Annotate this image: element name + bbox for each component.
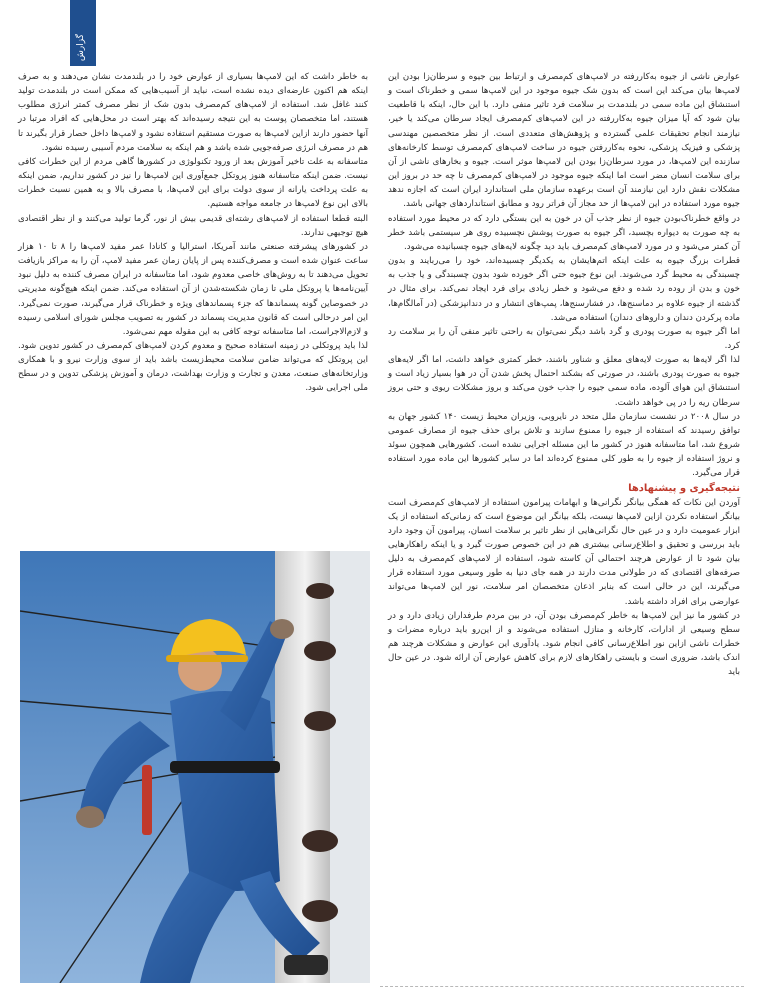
- electrician-illustration: [20, 551, 370, 983]
- paragraph: قطرات بزرگ جیوه به علت اینکه اتم‌هایشان به یکدیگر چسبیده‌اند، خود را می‌ربایند و بدون چسبندگی به محیط گرد می‌شوند. این نوع جیوه حتی اگر خورده شود بدون چسبندگی و یا جذب به خون و بدن از روده رد شده و دفع می‌شود و خطر زیادی برای فرد ایجاد نمی‌کند. برای مثال در گذشته از جیوه علاوه بر دماسنج‌ها، در فشارسنج‌ها، پمپ‌های انتشار و در دندانپزشکی (در آمالگام‌ها، ماده پرکردن دندان و داروهای دندان) استفاده می‌شد.: [388, 256, 740, 323]
- paragraph: آوردن این نکات که همگی بیانگر نگرانی‌ها و ابهامات پیرامون استفاده از لامپ‌های کم‌مصرف است بیانگر استفاده نکردن ازاین لامپ‌ها نیست، بلکه بیانگر این موضوع است که زمانی‌که استفاده از یک ابزار عمومیت دارد و در عین حال نگرانی‌هایی از نظر تاثیر بر سلامت انسان، پیرامون آن وجود دارد باید بررسی و تحقیق و اطلاع‌رسانی بیشتری هم در این خصوص صورت گیرد و یا اینکه راهکارهایی بیان شود تا از عوارض هرچند احتمالی آن کاسته شود، استفاده از لامپ‌های کم‌مصرف به دلیل صرفه‌های اقتصادی که در طولانی مدت دارند در همه جای دنیا به طور وسیعی مورد استفاده قرار می‌گیرند، این در حالی است که بنابر اذعان متخصصان امر سلامت، نور این لامپ‌ها می‌تواند عوارضی برای افراد داشته باشد.: [388, 497, 740, 607]
- paragraph: البته قطعا استفاده از لامپ‌های رشته‌ای قدیمی بیش از نور، گرما تولید می‌کنند و از نظر اقتصادی هیچ توجیهی ندارند.: [18, 213, 368, 238]
- left-column: [18, 70, 368, 396]
- paragraph: عوارض ناشی از جیوه به‌کاررفته در لامپ‌های کم‌مصرف و ارتباط بین جیوه و سرطان‌زا بودن این لامپ‌ها بیان می‌کند این است که بدون شک جیوه موجود در این لامپ‌ها سمی و خطرناک است و استنشاق این ماده سمی در بلندمدت بر سلامت فرد تاثیر منفی دارد. با این حال، اینکه با قاطعیت بیان شود که آیا میزان جیوه به‌کاررفته در این لامپ‌های کم‌مصرف ایجاد سرطان می‌کند یا خیر، نیازمند انجام تحقیقات علمی گسترده و پژوهش‌های متعددی است. از نظر متخصصین مهندسی پزشکی و فیزیک پزشکی، نحوه به‌کاررفتن جیوه در ساخت لامپ‌های کم‌مصرف توسط کارخانه‌های سازنده این لامپ‌ها، در مورد سرطان‌زا بودن این لامپ‌ها موثر است. جیوه و بخارهای ناشی از آن برای سلامت انسان مضر است اما اینکه جیوه موجود در لامپ‌های کم‌مصرف تا چه حد در بروز این مشکلات نقش دارد این نیازمند آن است برعهده سازمان ملی استاندارد ایران است که اجازه ندهد جیوه مورد استفاده در این لامپ‌ها از حد مجاز آن فراتر رود و مطابق استانداردهای جهانی باشد.: [388, 72, 740, 210]
- section-tab-label: گزارش: [76, 34, 86, 62]
- paragraph: اما اگر جیوه به صورت پودری و گرد باشد دیگر نمی‌توان به راحتی تاثیر منفی آن را بر سلامت رد کرد.: [388, 326, 740, 351]
- bottom-divider: [380, 986, 744, 987]
- paragraph: در کشور ما نیز این لامپ‌ها به خاطر کم‌مصرف بودن آن، در بین مردم طرفداران زیادی دارد و در سطح وسیعی از ادارات، کارخانه و منازل استفاده می‌شوند و از این‌رو باید درباره مضرات و خطرات ناشی ازاین نور اطلاع‌رسانی کافی انجام شود. یادآوری این عوارض و مشکلات هرچند هم اندک باشد، ضروری است و بایستی راهکارهای لازم برای کاهش عوارض آن ارائه شود. در عین حال باید: [388, 610, 740, 678]
- paragraph: لذا باید پروتکلی در زمینه استفاده صحیح و معدوم کردن لامپ‌های کم‌مصرف در کشور تدوین شود. این پروتکل که می‌تواند ضامن سلامت محیط‌زیست باشد باید از سوی وزارت نیرو و با همکاری وزارتخانه‌های صنعت، معدن و تجارت و وزارت بهداشت، درمان و آموزش پزشکی تدوین و در سطح ملی اجرایی شود.: [18, 340, 368, 394]
- paragraph: لذا اگر لایه‌ها به صورت لایه‌های معلق و شناور باشند، خطر کمتری خواهد داشت، اما اگر لایه‌های جیوه به صورت پودری باشند، در صورتی که بشکند احتمال پخش شدن آن در هوا بسیار زیاد است و استنشاق این هوای آلوده، ماده سمی جیوه را جذب خون می‌کند و بروز مشکلات ریوی و حتی بروز سرطان ریه را در پی خواهد داشت.: [388, 355, 740, 408]
- right-column: [388, 70, 740, 680]
- electrician-photo: [20, 551, 370, 983]
- paragraph: در کشورهای پیشرفته صنعتی مانند آمریکا، استرالیا و کانادا عمر مفید لامپ‌ها را ۸ تا ۱۰ هزار ساعت عنوان شده است و مصرف‌کننده پس از پایان زمان عمر مفید لامپ، آن را به مراکز بازیافت تحویل می‌دهند تا به روش‌های خاصی معدوم شود، اما متاسفانه در ایران مصرف کننده به دلیل نبود آیین‌نامه‌ها یا پروتکل ملی تا زمان شکسته‌شدن از آن استفاده می‌کند. ضمن اینکه هیچ‌گونه مدیریتی در خصوصاین گونه پسماندها که جزء پسماندهای ویژه و خطرناک قرار می‌گیرند، صورت نمی‌گیرد. این امر درحالی است که قانون مدیریت پسماند در کشور به تصویب مجلس شورای اسلامی رسیده و لازم‌الاجراست، اما متاسفانه توجه کافی به این مقوله مهم نمی‌شود.: [18, 241, 368, 337]
- paragraph: در واقع خطرناک‌بودن جیوه از نظر جذب آن در خون به این بستگی دارد که در محیط مورد استفاده به چه صورت به دیواره بچسبد، اگر جیوه به صورت پوشش نچسبیده روی هر سیستمی باشد خطر آن کمتر می‌شود و در مورد لامپ‌های کم‌مصرف باید دید چگونه لایه‌های جیوه چسبانیده می‌شود.: [388, 213, 740, 252]
- section-tab: [70, 0, 96, 66]
- section-heading: نتیجه‌گیری و پیشنهادها: [628, 482, 740, 494]
- paragraph: به خاطر داشت که این لامپ‌ها بسیاری از عوارض خود را در بلندمدت نشان می‌دهند و به صرف اینکه هم اکنون عارضه‌ای دیده نشده است، نباید از آسیب‌هایی که ممکن است در بلندمدت تولید کنند غافل شد. استفاده از لامپ‌های کم‌مصرف بدون شک از نظر مصرف کمتر انرژی مطلوب هستند، اما متخصصان پوست به این نتیجه رسیده‌اند که بهتر است در محل‌هایی که افراد مرتبا در آنها حضور دارند ازاین لامپ‌ها به صورت مستقیم استفاده نشود و لامپ‌ها داخل حصار قرار بگیرند تا هم در مصرف انرژی صرفه‌جویی شده باشد و هم اینکه به سلامت مردم آسیبی رسیده نشود.: [18, 72, 368, 153]
- paragraph: در سال ۲۰۰۸ در نشست سازمان ملل متحد در نایروبی، وزیران محیط زیست ۱۴۰ کشور جهان به توافق رسیدند که استفاده از جیوه را ممنوع سازند و تلاش برای حذف جیوه از مصارف عمومی شروع شد، اما متاسفانه هنوز در کشور ما این مسئله اجرایی نشده است. کشورهایی همچون سوئد و نروژ استفاده از جیوه را به طور کلی ممنوع کرده‌اند اما در سایر کشورها این ماده مورد استفاده قرار می‌گیرد.: [388, 411, 740, 479]
- paragraph: متاسفانه به علت تاخیر آموزش بعد از ورود تکنولوژی در کشورها گاهی مردم از این خطرات کافی نیست. ضمن اینکه متاسفانه هنوز پروتکل جمع‌آوری این لامپ‌ها را نیز در کشور نداریم، ضمن اینکه به علت پرداخت یارانه از سوی دولت برای این لامپ‌ها، با مصرف بالا و به همین نسبت خطرات بالای این نوع لامپ‌ها در جامعه مواجه هستیم.: [18, 156, 368, 210]
